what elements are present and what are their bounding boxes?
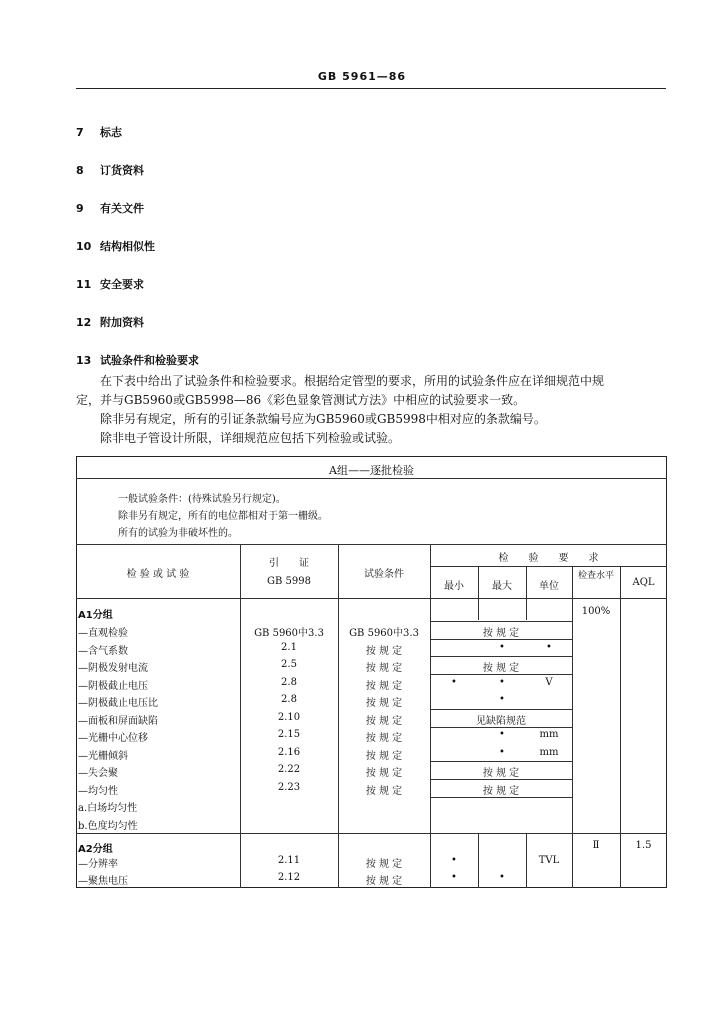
section-title: 订货资料: [100, 164, 144, 177]
paragraph-3: 除非电子管设计所限，详细规范应包括下列检验或试验。: [100, 431, 401, 445]
table-note-2: 除非另有规定，所有的电位都相对于第一栅级。: [118, 511, 328, 522]
header-max: 最大: [492, 581, 512, 592]
requirement-unit: V: [545, 676, 553, 688]
requirement-max: •: [499, 641, 505, 653]
requirement-unit: •: [546, 641, 552, 653]
requirement-max: •: [499, 746, 505, 758]
test-item-name: b.色度均匀性: [78, 820, 138, 832]
requirement-cell-rule: [430, 639, 572, 640]
test-condition: 按 规 定: [365, 663, 403, 674]
test-condition: 按 规 定: [365, 750, 403, 762]
header-inspection-level: 检查水平: [577, 571, 614, 581]
col-rule-5a: [526, 566, 527, 620]
requirement-cell-rule: [430, 709, 572, 710]
requirement-max: •: [499, 694, 505, 705]
requirement-spanned: 按 规 定: [482, 663, 520, 674]
header-requirements: 检 验 要 求: [498, 553, 599, 564]
test-condition: 按 规 定: [365, 733, 403, 744]
section-heading: [76, 200, 144, 216]
test-item-name: —含气系数: [78, 645, 128, 657]
header-ref-top: 引 证: [269, 558, 309, 569]
requirement-min: •: [451, 855, 457, 866]
paragraph-2: 除非另有规定，所有的引证条款编号应为GB5960或GB5998中相对应的条款编号。: [100, 412, 546, 426]
reference-clause: 2.8: [281, 676, 297, 688]
test-condition: GB 5960中3.3: [349, 628, 419, 639]
section-heading: [76, 238, 155, 254]
requirement-min: •: [451, 676, 457, 688]
section-title: 结构相似性: [100, 240, 155, 253]
table-note-3: 所有的试验为非破坏性的。: [118, 528, 238, 539]
section-title: 有关文件: [100, 202, 144, 215]
paragraph-1-line-1: 在下表中给出了试验条件和检验要求。根据给定管型的要求，所用的试验条件应在详细规范中规: [100, 374, 605, 388]
test-condition: 按 规 定: [365, 715, 403, 727]
test-condition: 按 规 定: [365, 876, 403, 887]
test-item-name: —分辨率: [78, 859, 118, 870]
test-condition: 按 规 定: [365, 768, 403, 779]
requirement-max: •: [499, 872, 505, 883]
header-unit: 单位: [539, 581, 559, 592]
test-item-name: —阴极发射电流: [78, 663, 148, 674]
a2-separator-rule: [76, 833, 667, 834]
test-item-name: —直观检验: [78, 628, 128, 639]
reference-clause: 2.5: [281, 659, 297, 670]
a2-aql: 1.5: [635, 840, 652, 851]
reference-clause: 2.10: [277, 711, 301, 723]
header-conditions: 试验条件: [364, 569, 404, 580]
reference-clause: 2.1: [281, 641, 297, 653]
reference-clause: 2.11: [277, 855, 301, 866]
reference-clause: 2.15: [277, 729, 301, 740]
requirement-spanned: 按 规 定: [482, 628, 520, 639]
reference-clause: 2.8: [281, 694, 297, 705]
test-item-name: —阴极截止电压: [78, 680, 148, 692]
section-heading: [76, 276, 144, 292]
test-item-name: —光栅倾斜: [78, 750, 128, 762]
test-condition: 按 规 定: [365, 645, 403, 657]
section-heading: [76, 352, 199, 368]
requirement-unit: mm: [539, 729, 559, 740]
test-condition: 按 规 定: [365, 859, 403, 870]
requirement-unit: mm: [539, 746, 559, 758]
section-heading: [76, 124, 122, 140]
a1-inspection-level: 100%: [581, 606, 611, 617]
requirement-cell-rule: [430, 621, 572, 622]
section-number: 13: [76, 354, 92, 367]
reference-clause: 2.12: [277, 872, 301, 883]
header-mid-rule: [430, 566, 667, 567]
test-item-name: —失会聚: [78, 768, 118, 779]
header-ref-bottom: GB 5998: [267, 576, 311, 587]
header-test: 检 验 或 试 验: [126, 569, 190, 580]
requirement-min: •: [451, 872, 457, 883]
standard-number-header: GB 5961—86: [317, 70, 407, 83]
requirement-spanned: 按 规 定: [482, 768, 520, 779]
a2-inspection-level: Ⅱ: [592, 840, 600, 851]
reference-clause: 2.16: [277, 746, 301, 758]
section-title: 安全要求: [100, 278, 144, 291]
test-item-name: —聚焦电压: [78, 876, 128, 887]
test-item-name: —光栅中心位移: [78, 733, 148, 744]
reference-clause: 2.22: [277, 764, 301, 775]
test-condition: 按 规 定: [365, 698, 403, 709]
requirement-spanned: 见缺陷规范: [476, 715, 526, 727]
section-title: 附加资料: [100, 316, 144, 329]
title-rule: [76, 478, 667, 479]
requirement-cell-rule: [430, 779, 572, 780]
test-item-name: —阴极截止电压比: [78, 698, 158, 709]
section-number: 7: [76, 126, 84, 139]
table-group-title: A组——逐批检验: [329, 464, 414, 477]
section-heading: [76, 314, 144, 330]
requirement-spanned: 按 规 定: [482, 785, 520, 797]
test-condition: 按 规 定: [365, 680, 403, 692]
section-number: 10: [76, 240, 92, 253]
header-aql: AQL: [632, 577, 655, 588]
test-condition: 按 规 定: [365, 785, 403, 797]
section-number: 12: [76, 316, 92, 329]
requirement-cell-rule: [430, 727, 572, 728]
requirement-max: •: [499, 676, 505, 688]
requirement-max: •: [499, 729, 505, 740]
section-number: 9: [76, 202, 84, 215]
test-item-name: —面板和屏面缺陷: [78, 715, 158, 727]
test-item-name: —均匀性: [78, 785, 118, 797]
requirement-unit: TVL: [538, 855, 560, 866]
requirement-cell-rule: [430, 674, 572, 675]
table-note-1: 一般试验条件：(待殊试验另行规定)。: [118, 494, 286, 505]
a2-subgroup-label: A2分组: [78, 844, 113, 855]
section-number: 11: [76, 278, 92, 291]
section-13-body: [76, 372, 668, 448]
header-min: 最小: [444, 581, 464, 592]
section-title: 试验条件和检验要求: [100, 354, 199, 367]
header-top-rule: [76, 544, 667, 545]
reference-clause: 2.23: [277, 781, 301, 793]
a1-subgroup-label: A1分组: [78, 610, 113, 621]
reference-clause: GB 5960中3.3: [254, 628, 324, 639]
requirement-cell-rule: [430, 797, 572, 798]
section-heading: [76, 162, 144, 178]
section-number: 8: [76, 164, 84, 177]
col-rule-4a: [478, 566, 479, 620]
paragraph-1-line-2: 定，并与GB5960或GB5998—86《彩色显象管测试方法》中相应的试验要求一致。: [76, 393, 526, 407]
test-item-name: a.白场均匀性: [78, 803, 138, 814]
header-rule: [76, 88, 666, 89]
requirement-cell-rule: [430, 761, 572, 762]
requirement-cell-rule: [430, 656, 572, 657]
header-bottom-rule: [76, 598, 667, 599]
section-title: 标志: [100, 126, 122, 139]
